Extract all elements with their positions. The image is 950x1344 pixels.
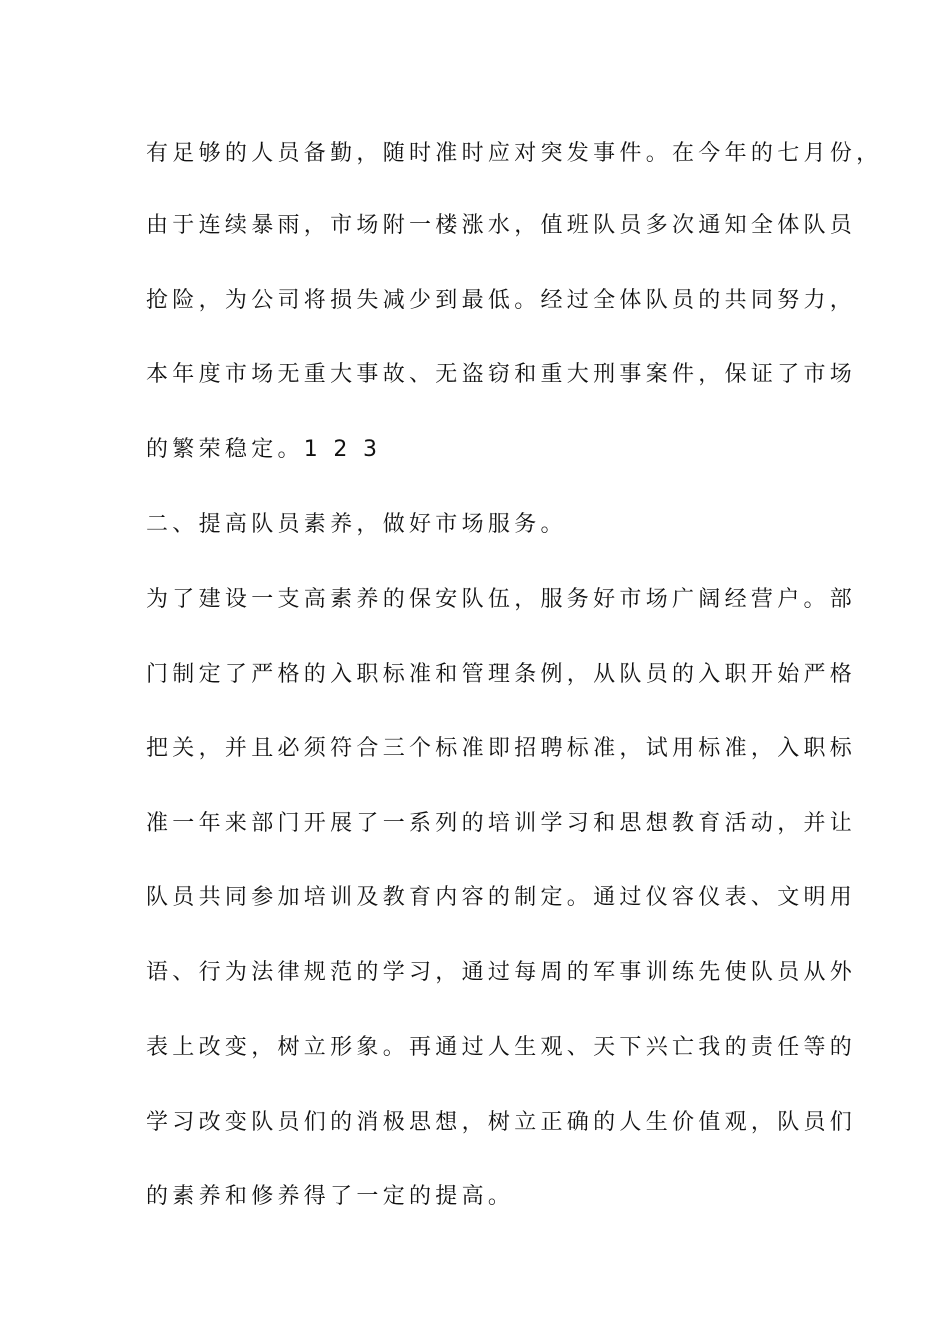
text-line: 的繁荣稳定。1 2 3 bbox=[146, 437, 382, 462]
text-line: 抢险，为公司将损失减少到最低。经过全体队员的共同努力， bbox=[146, 288, 857, 313]
text-line: 本年度市场无重大事故、无盗窃和重大刑事案件，保证了市场 bbox=[146, 362, 857, 387]
text-line: 表上改变，树立形象。再通过人生观、天下兴亡我的责任等的 bbox=[146, 1035, 857, 1060]
text-line: 为了建设一支高素养的保安队伍，服务好市场广阔经营户。部 bbox=[146, 587, 857, 612]
text-line: 学习改变队员们的消极思想，树立正确的人生价值观，队员们 bbox=[146, 1110, 857, 1135]
section-heading: 二、提高队员素养，做好市场服务。 bbox=[146, 512, 567, 537]
text-line: 队员共同参加培训及教育内容的制定。通过仪容仪表、文明用 bbox=[146, 885, 857, 910]
text-line: 有足够的人员备勤，随时准时应对突发事件。在今年的七月份， bbox=[146, 141, 883, 166]
text-line: 由于连续暴雨，市场附一楼涨水，值班队员多次通知全体队员 bbox=[146, 213, 857, 238]
text-line: 语、行为法律规范的学习，通过每周的军事训练先使队员从外 bbox=[146, 960, 857, 985]
text-line: 准一年来部门开展了一系列的培训学习和思想教育活动，并让 bbox=[146, 811, 857, 836]
text-line: 把关，并且必须符合三个标准即招聘标准，试用标准，入职标 bbox=[146, 736, 857, 761]
text-line: 的素养和修养得了一定的提高。 bbox=[146, 1184, 515, 1209]
text-line: 门制定了严格的入职标准和管理条例，从队员的入职开始严格 bbox=[146, 662, 857, 687]
